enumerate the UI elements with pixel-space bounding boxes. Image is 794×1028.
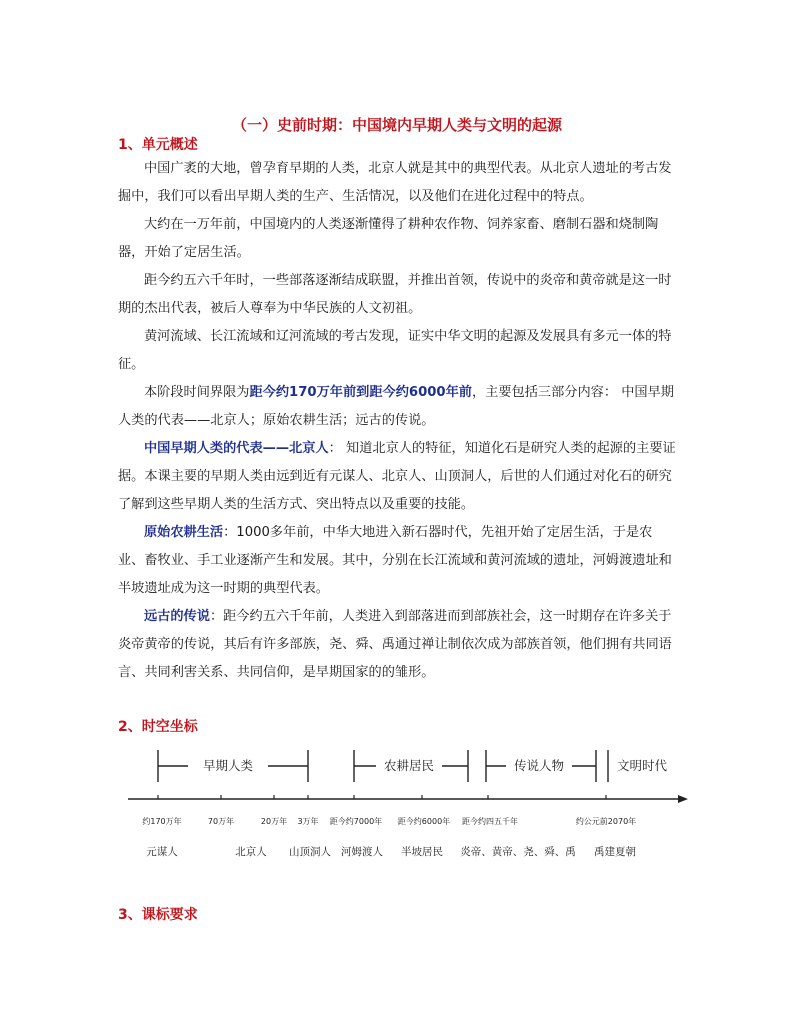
tick-label: 约公元前2070年	[575, 817, 637, 826]
axis-arrow-icon	[678, 795, 688, 803]
site-label: 炎帝、黄帝、尧、舜、禹	[460, 846, 576, 858]
page-title: （一）史前时期：中国境内早期人类与文明的起源	[231, 116, 562, 134]
tick-label: 距今约四五千年	[462, 817, 518, 826]
text: ，主要包括三部分内容： 中国早期人类的代表——北京人；原始农耕生活；远古的传说。	[118, 385, 674, 428]
paragraph-time-range	[118, 379, 678, 435]
timeline-graphic	[118, 738, 698, 868]
paragraph: 黄河流域、长江流域和辽河流域的考古发现，证实中华文明的起源及发展具有多元一体的特征。	[118, 329, 672, 372]
keyword: 远古的传说	[144, 609, 210, 624]
tick-label: 3万年	[297, 817, 319, 826]
time-connector: 到	[356, 385, 370, 400]
site-label: 禹建夏朝	[594, 846, 636, 858]
time-start: 距今约170万年前	[249, 385, 357, 400]
paragraph-farming	[118, 519, 678, 603]
section-heading-timeline: 2、时空坐标	[118, 719, 198, 735]
paragraph: 大约在一万年前，中国境内的人类逐渐懂得了耕种农作物、饲养家畜、磨制石器和烧制陶器，开始了定居生活。	[118, 217, 659, 260]
tick-label: 70万年	[207, 817, 235, 826]
paragraph-peking-man	[118, 435, 678, 519]
period-label: 传说人物	[513, 758, 565, 773]
timeline	[118, 738, 698, 868]
paragraph: 中国广袤的大地，曾孕育早期的人类，北京人就是其中的典型代表。从北京人遗址的考古发掘中，我们可以看出早期人类的生产、生活情况，以及他们在进化过程中的特点。	[118, 161, 672, 204]
site-label: 山顶洞人	[289, 846, 331, 858]
keyword: 中国早期人类的代表——北京人	[144, 441, 329, 456]
tick-label: 20万年	[260, 817, 288, 826]
section-heading-overview: 1、单元概述	[118, 137, 198, 153]
site-label: 半坡居民	[401, 846, 443, 858]
text: ： 知道北京人的特征，知道化石是研究人类的起源的主要证据。本课主要的早期人类由远到近有元谋人、北京人、山顶洞人，后世的人们通过对化石的研究了解到这些早期人类的生活方式、突出特点以及重要的技能。	[118, 441, 676, 512]
tick-label: 约170万年	[142, 817, 182, 826]
keyword: 原始农耕生活	[144, 525, 224, 540]
site-label: 元谋人	[146, 846, 178, 858]
site-label: 北京人	[235, 846, 267, 858]
paragraph: 距今约五六千年时，一些部落逐渐结成联盟，并推出首领，传说中的炎帝和黄帝就是这一时期的杰出代表，被后人尊奉为中华民族的人文初祖。	[118, 273, 672, 316]
text: 本阶段时间界限为	[144, 385, 250, 400]
period-label: 早期人类	[202, 758, 254, 773]
text: ：距今约五六千年前，人类进入到部落进而到部族社会，这一时期存在许多关于炎帝黄帝的传说，其后有许多部族，尧、舜、禹通过禅让制依次成为部族首领，他们拥有共同语言、共同利害关系、共同信仰，是早期国家的的雏形。	[118, 609, 672, 680]
paragraph-legends	[118, 603, 678, 687]
overview-body	[118, 155, 678, 687]
tick-label: 距今约7000年	[329, 817, 383, 826]
period-label: 农耕居民	[383, 758, 435, 773]
time-end: 距今约6000年前	[369, 385, 472, 400]
period-label: 文明时代	[616, 758, 668, 773]
tick-label: 距今约6000年	[397, 817, 451, 826]
text: ：1000多年前，中华大地进入新石器时代，先祖开始了定居生活，于是农业、畜牧业、手工业逐渐产生和发展。其中，分别在长江流域和黄河流域的遗址，河姆渡遗址和半坡遗址成为这一时期的典型代表。	[118, 525, 672, 596]
site-label: 河姆渡人	[341, 846, 383, 858]
section-heading-standards: 3、课标要求	[118, 907, 198, 923]
